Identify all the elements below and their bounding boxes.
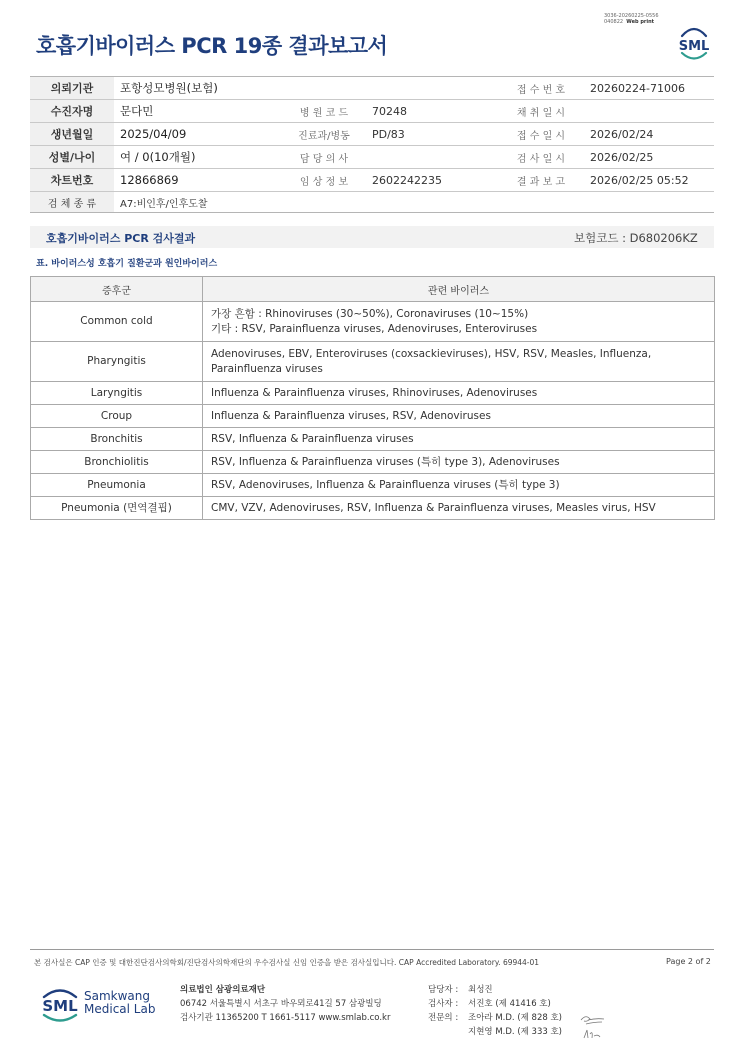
- footer-logo-text: SML: [42, 997, 78, 1015]
- chart-no-label: 차트번호: [30, 169, 114, 192]
- report-label: 결 과 보 고: [498, 169, 584, 192]
- brand-line-2: Medical Lab: [84, 1002, 156, 1016]
- table-row: [31, 497, 715, 520]
- syndrome-cell: Pneumonia: [31, 474, 203, 497]
- organization-contact: 검사기관 11365200 T 1661-5117 www.smlab.co.kr: [180, 1013, 391, 1023]
- syndrome-cell: Pharyngitis: [31, 342, 203, 382]
- specimen-label: 검 체 종 류: [30, 192, 114, 213]
- table-row: [31, 302, 715, 342]
- test-date-value: 2026/02/25: [584, 146, 714, 169]
- table-header-row: [31, 277, 715, 302]
- info-row: [30, 192, 714, 213]
- staff-info: [428, 983, 562, 1039]
- footer-divider: [30, 949, 714, 950]
- staff-row: [428, 1025, 562, 1039]
- staff-row: [428, 1011, 562, 1025]
- virus-syndrome-table: [30, 276, 715, 520]
- name-label: 수진자명: [30, 100, 114, 123]
- syndrome-cell: Croup: [31, 405, 203, 428]
- name-value: 문다민: [114, 100, 282, 123]
- info-row: [30, 146, 714, 169]
- patient-info-table: [30, 76, 714, 213]
- web-print-id: 3036-20260225-0556: [604, 13, 659, 19]
- info-row: [30, 77, 714, 100]
- empty-value: [366, 77, 498, 100]
- web-print-code-line: [604, 19, 659, 25]
- virus-cell: RSV, Adenoviruses, Influenza & Parainfluenza viruses (특히 type 3): [203, 474, 715, 497]
- syndrome-cell: Bronchitis: [31, 428, 203, 451]
- virus-cell: RSV, Influenza & Parainfluenza viruses (특히 type 3), Adenoviruses: [203, 451, 715, 474]
- doctor-value: [366, 146, 498, 169]
- sex-age-label: 성별/나이: [30, 146, 114, 169]
- virus-cell: [203, 342, 715, 382]
- organization-name: 의료법인 삼광의료재단: [180, 985, 266, 995]
- doctor-label: 담 당 의 사: [282, 146, 366, 169]
- staff-role: 전문의 :: [428, 1013, 459, 1023]
- logo-text: SML: [678, 39, 710, 54]
- page-number: Page 2 of 2: [666, 957, 711, 966]
- virus-line: Adenoviruses, EBV, Enteroviruses (coxsackieviruses), HSV, RSV, Measles, Influenza,: [211, 347, 652, 360]
- sml-logo-icon: [676, 24, 712, 62]
- dob-value: 2025/04/09: [114, 123, 282, 146]
- syndrome-cell: Pneumonia (면역결핍): [31, 497, 203, 520]
- test-date-label: 검 사 일 시: [498, 146, 584, 169]
- hospital-code-label: 병 원 코 드: [282, 100, 366, 123]
- staff-role: 담당자 :: [428, 985, 459, 995]
- col-header-syndrome: 증후군: [31, 277, 203, 302]
- dept-value: PD/83: [366, 123, 498, 146]
- report-value: 2026/02/25 05:52: [584, 169, 714, 192]
- staff-row: [428, 983, 562, 997]
- staff-row: [428, 997, 562, 1011]
- virus-cell: RSV, Influenza & Parainfluenza viruses: [203, 428, 715, 451]
- virus-line: 가장 흔함 : Rhinoviruses (30~50%), Coronaviruses (10~15%): [211, 307, 529, 320]
- section-title: 호흡기바이러스 PCR 검사결과: [46, 232, 196, 245]
- hospital-code-value: 70248: [366, 100, 498, 123]
- table-row: [31, 451, 715, 474]
- web-print-code: 040822: [604, 19, 624, 25]
- syndrome-cell: Laryngitis: [31, 382, 203, 405]
- info-row: [30, 169, 714, 192]
- clinical-label: 임 상 정 보: [282, 169, 366, 192]
- organization-address: 06742 서울특별시 서초구 바우뫼로41길 57 삼광빌딩: [180, 999, 382, 1009]
- hospital-value: 포항성모병원(보험): [114, 77, 282, 100]
- brand-line-1: Samkwang: [84, 989, 150, 1003]
- staff-name: 조아라 M.D. (제 828 호): [468, 1013, 563, 1023]
- web-print-stamp: [604, 13, 659, 25]
- receipt-no-label: 접 수 번 호: [498, 77, 584, 100]
- staff-role: 검사자 :: [428, 999, 459, 1009]
- table-row: [31, 342, 715, 382]
- table-row: [31, 405, 715, 428]
- dob-label: 생년월일: [30, 123, 114, 146]
- table-caption: 표. 바이러스성 호흡기 질환군과 원인바이러스: [36, 259, 218, 269]
- specimen-value: A7:비인후/인후도찰: [114, 192, 714, 213]
- organization-info: [180, 983, 390, 1025]
- insurance-code: 보험코드 : D680206KZ: [574, 231, 698, 245]
- virus-cell: CMV, VZV, Adenoviruses, RSV, Influenza & Parainfluenza viruses, Measles virus, HSV: [203, 497, 715, 520]
- receipt-date-value: 2026/02/24: [584, 123, 714, 146]
- brand-name: [84, 990, 155, 1016]
- info-row: [30, 123, 714, 146]
- table-row: [31, 382, 715, 405]
- hospital-label: 의뢰기관: [30, 77, 114, 100]
- virus-cell: [203, 302, 715, 342]
- empty-label: [282, 77, 366, 100]
- virus-cell: Influenza & Parainfluenza viruses, RSV, Adenoviruses: [203, 405, 715, 428]
- syndrome-cell: Bronchiolitis: [31, 451, 203, 474]
- virus-line: 기타 : RSV, Parainfluenza viruses, Adenoviruses, Enteroviruses: [211, 322, 538, 335]
- staff-name: 지현영 M.D. (제 333 호): [468, 1027, 563, 1037]
- table-row: [31, 474, 715, 497]
- info-row: [30, 100, 714, 123]
- staff-name: 서진호 (제 41416 호): [468, 999, 551, 1009]
- collect-date-value: [584, 100, 714, 123]
- sex-age-value: 여 / 0(10개월): [114, 146, 282, 169]
- signature-icon: [578, 1012, 608, 1042]
- accreditation-note: 본 검사실은 CAP 인증 및 대한진단검사의학회/진단검사의학재단의 우수검사실 신임 인증을 받은 검사실입니다. CAP Accredited Laboratory. 69944-01: [34, 958, 540, 967]
- table-row: [31, 428, 715, 451]
- syndrome-cell: Common cold: [31, 302, 203, 342]
- staff-name: 최성진: [468, 985, 493, 995]
- receipt-date-label: 접 수 일 시: [498, 123, 584, 146]
- dept-label: 진료과/병동: [282, 123, 366, 146]
- col-header-viruses: 관련 바이러스: [203, 277, 715, 302]
- virus-line: Parainfluenza viruses: [211, 362, 323, 375]
- collect-date-label: 채 취 일 시: [498, 100, 584, 123]
- sml-footer-logo-icon: [38, 985, 82, 1023]
- web-print-tag: Web print: [626, 19, 655, 25]
- chart-no-value: 12866869: [114, 169, 282, 192]
- clinical-value: 2602242235: [366, 169, 498, 192]
- receipt-no-value: 20260224-71006: [584, 77, 714, 100]
- report-title: 호흡기바이러스 PCR 19종 결과보고서: [36, 34, 388, 58]
- virus-cell: Influenza & Parainfluenza viruses, Rhinoviruses, Adenoviruses: [203, 382, 715, 405]
